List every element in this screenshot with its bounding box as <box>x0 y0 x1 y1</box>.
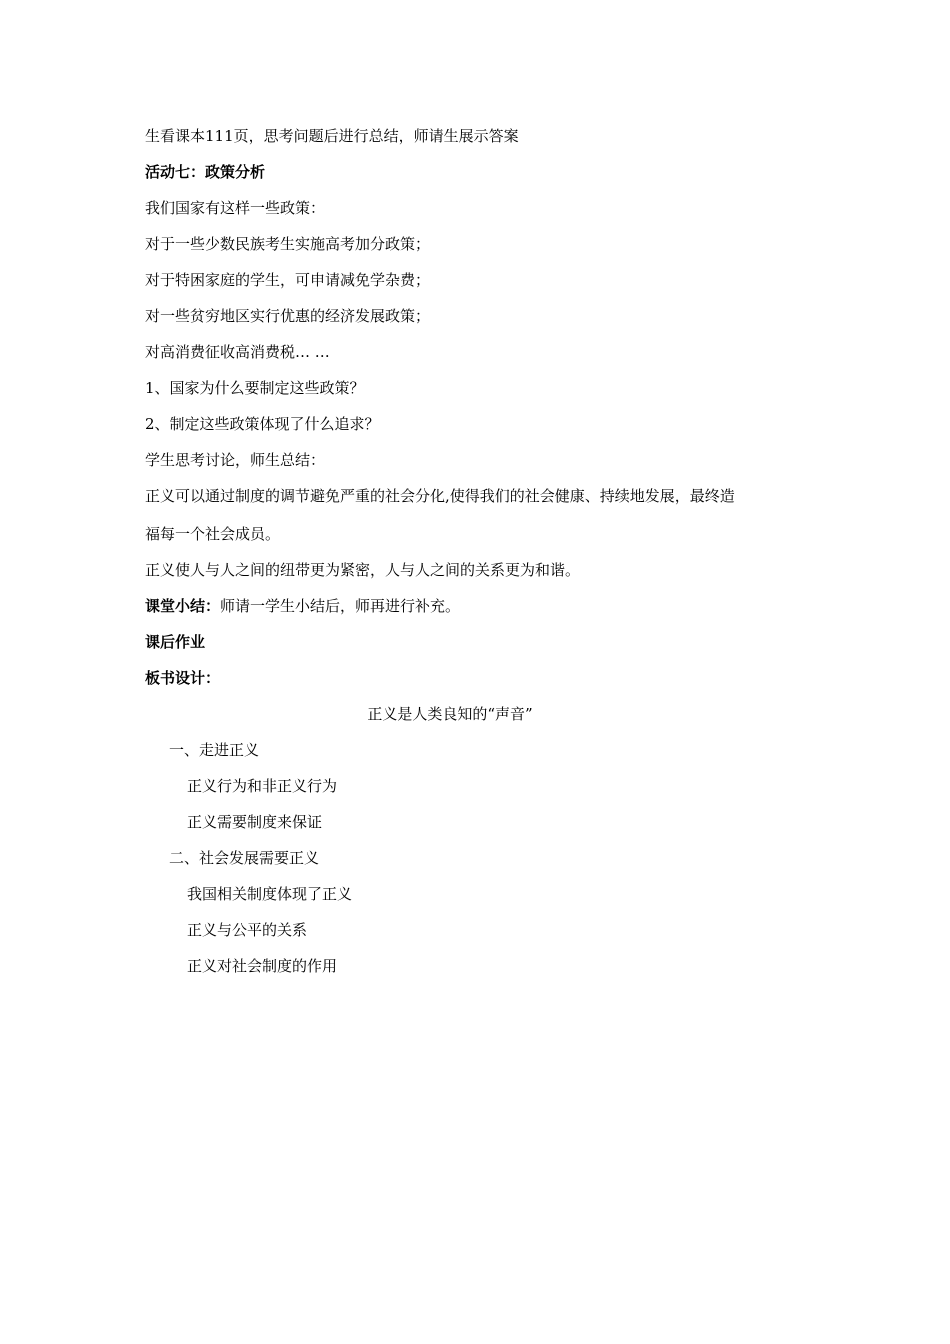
board-title: 正义是人类良知的“声音” <box>367 705 533 723</box>
board-section-2: 二、社会发展需要正义 <box>169 849 320 867</box>
class-summary <box>145 594 825 618</box>
paragraph-justice-system-line1: 正义可以通过制度的调节避免严重的社会分化,使得我们的社会健康、持续地发展，最终造 <box>145 487 735 505</box>
board-section-2-item-2: 正义与公平的关系 <box>187 921 308 939</box>
board-design-heading: 板书设计： <box>145 669 221 687</box>
paragraph-textbook-review: 生看课本111页，思考问题后进行总结，师请生展示答案 <box>145 127 519 145</box>
policy-item-4: 对高消费征收高消费税… … <box>145 343 330 361</box>
policy-item-2: 对于特困家庭的学生，可申请减免学杂费； <box>145 271 431 289</box>
homework-heading: 课后作业 <box>145 633 206 651</box>
paragraph-discussion: 学生思考讨论，师生总结： <box>145 451 326 469</box>
paragraph-justice-bonds: 正义使人与人之间的纽带更为紧密，人与人之间的关系更为和谐。 <box>145 561 581 579</box>
document-page <box>145 124 825 990</box>
board-section-1-item-1: 正义行为和非正义行为 <box>187 777 338 795</box>
activity-heading: 活动七：政策分析 <box>145 163 266 181</box>
board-section-1: 一、走进正义 <box>169 741 260 759</box>
board-section-1-item-2: 正义需要制度来保证 <box>187 813 323 831</box>
board-section-2-item-1: 我国相关制度体现了正义 <box>187 885 353 903</box>
board-section-2-item-3: 正义对社会制度的作用 <box>187 957 338 975</box>
paragraph-policy-intro: 我们国家有这样一些政策： <box>145 199 326 217</box>
policy-item-1: 对于一些少数民族考生实施高考加分政策； <box>145 235 431 253</box>
class-summary-text: 师请一学生小结后，师再进行补充。 <box>220 597 461 615</box>
question-1: 1、国家为什么要制定这些政策？ <box>145 379 365 397</box>
class-summary-label: 课堂小结： <box>145 597 221 615</box>
policy-item-3: 对一些贫穷地区实行优惠的经济发展政策； <box>145 307 431 325</box>
paragraph-justice-system-line2: 福每一个社会成员。 <box>145 525 281 543</box>
question-2: 2、制定这些政策体现了什么追求？ <box>145 415 380 433</box>
